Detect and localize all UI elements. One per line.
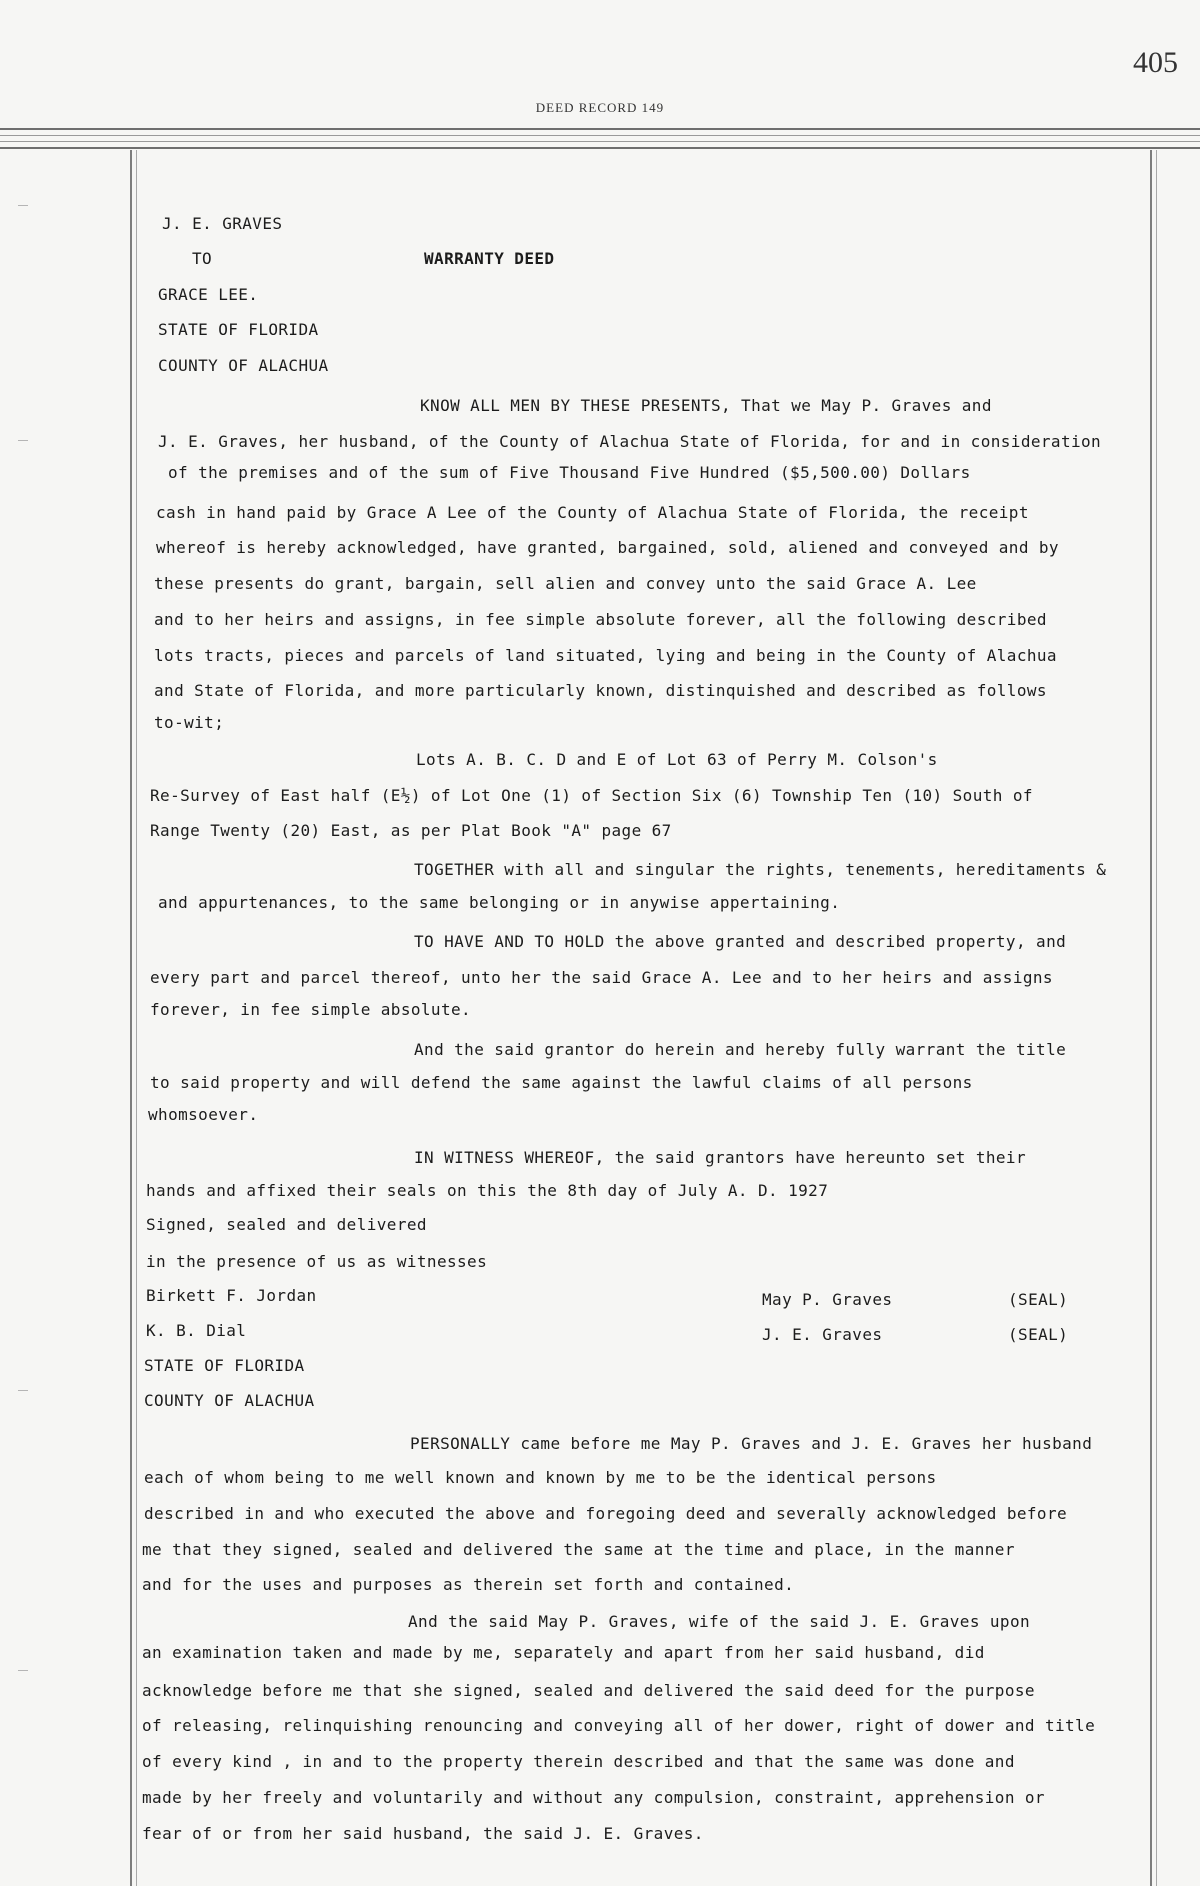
grantor-heading: J. E. GRAVES <box>162 214 283 233</box>
body-line: Lots A. B. C. D and E of Lot 63 of Perry M. Colson's <box>416 750 938 769</box>
ack-line: each of whom being to me well known and known by me to be the identical persons <box>144 1468 937 1487</box>
ack-line: acknowledge before me that she signed, sealed and delivered the said deed for the purpose <box>142 1681 1035 1700</box>
ack-line: me that they signed, sealed and delivered the same at the time and place, in the manner <box>142 1540 1015 1559</box>
ack-line: and for the uses and purposes as therein set forth and contained. <box>142 1575 795 1594</box>
ack-line: PERSONALLY came before me May P. Graves and J. E. Graves her husband <box>410 1434 1093 1453</box>
body-line: cash in hand paid by Grace A Lee of the County of Alachua State of Florida, the receipt <box>156 503 1029 522</box>
body-line: And the said grantor do herein and hereby fully warrant the title <box>414 1040 1067 1059</box>
body-line: to-wit; <box>154 713 225 732</box>
body-line: Range Twenty (20) East, as per Plat Book "A" page 67 <box>150 821 672 840</box>
body-line: these presents do grant, bargain, sell alien and convey unto the said Grace A. Lee <box>154 574 977 593</box>
ack-state: STATE OF FLORIDA <box>144 1356 305 1375</box>
county-heading: COUNTY OF ALACHUA <box>158 356 329 375</box>
body-line: whereof is hereby acknowledged, have granted, bargained, sold, aliened and conveyed and by <box>156 538 1059 557</box>
body-line: and State of Florida, and more particularly known, distinquished and described as follows <box>154 681 1047 700</box>
body-line: J. E. Graves, her husband, of the County of Alachua State of Florida, for and in consideration <box>158 432 1102 451</box>
body-line: hands and affixed their seals on this the 8th day of July A. D. 1927 <box>146 1181 829 1200</box>
witness-name: K. B. Dial <box>146 1321 247 1340</box>
seal-mark: (SEAL) <box>1008 1325 1069 1344</box>
ack-line: made by her freely and voluntarily and without any compulsion, constraint, apprehension or <box>142 1788 1045 1807</box>
ack-line: fear of or from her said husband, the said J. E. Graves. <box>142 1824 704 1843</box>
body-line: TO HAVE AND TO HOLD the above granted and described property, and <box>414 932 1067 951</box>
body-line: of the premises and of the sum of Five Thousand Five Hundred ($5,500.00) Dollars <box>168 463 971 482</box>
body-line: in the presence of us as witnesses <box>146 1252 488 1271</box>
body-line: forever, in fee simple absolute. <box>150 1000 472 1019</box>
body-line: KNOW ALL MEN BY THESE PRESENTS, That we May P. Graves and <box>420 396 992 415</box>
body-line: IN WITNESS WHEREOF, the said grantors have hereunto set their <box>414 1148 1027 1167</box>
body-line: to said property and will defend the same against the lawful claims of all persons <box>150 1073 973 1092</box>
body-line: lots tracts, pieces and parcels of land situated, lying and being in the County of Alachua <box>154 646 1057 665</box>
state-heading: STATE OF FLORIDA <box>158 320 319 339</box>
signer-name: May P. Graves <box>762 1290 893 1309</box>
body-line: and to her heirs and assigns, in fee simple absolute forever, all the following described <box>154 610 1047 629</box>
witness-name: Birkett F. Jordan <box>146 1286 317 1305</box>
body-line: TOGETHER with all and singular the rights, tenements, hereditaments & <box>414 860 1107 879</box>
grantee-heading: GRACE LEE. <box>158 285 259 304</box>
ack-county: COUNTY OF ALACHUA <box>144 1391 315 1410</box>
body-line: and appurtenances, to the same belonging or in anywise appertaining. <box>158 893 841 912</box>
ack-line: of releasing, relinquishing renouncing and conveying all of her dower, right of dower and title <box>142 1716 1096 1735</box>
instrument-title: WARRANTY DEED <box>424 249 555 268</box>
record-title: DEED RECORD 149 <box>535 100 665 115</box>
ack-line: an examination taken and made by me, separately and apart from her said husband, did <box>142 1643 985 1662</box>
signer-name: J. E. Graves <box>762 1325 883 1344</box>
ack-line: described in and who executed the above and foregoing deed and severally acknowledged before <box>144 1504 1068 1523</box>
page-number: 405 <box>1133 46 1178 79</box>
seal-mark: (SEAL) <box>1008 1290 1069 1309</box>
body-line: Re-Survey of East half (E½) of Lot One (1) of Section Six (6) Township Ten (10) South of <box>150 786 1033 805</box>
body-line: every part and parcel thereof, unto her the said Grace A. Lee and to her heirs and assigns <box>150 968 1053 987</box>
body-line: whomsoever. <box>148 1105 259 1124</box>
ack-line: And the said May P. Graves, wife of the said J. E. Graves upon <box>408 1612 1031 1631</box>
to-heading: TO <box>192 249 213 268</box>
ack-line: of every kind , in and to the property therein described and that the same was done and <box>142 1752 1015 1771</box>
body-line: Signed, sealed and delivered <box>146 1215 427 1234</box>
